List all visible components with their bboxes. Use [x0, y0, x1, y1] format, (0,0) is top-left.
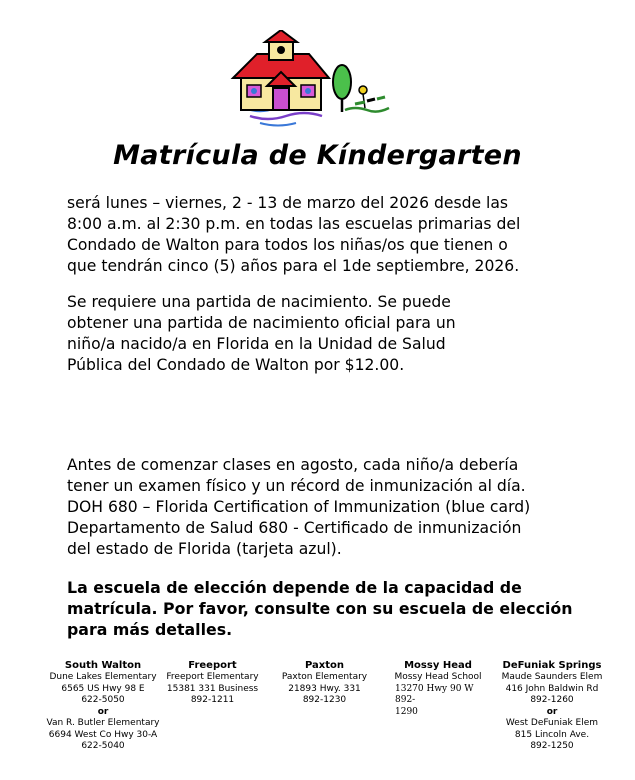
text-line: obtener una partida de nacimiento oficial para un: [67, 314, 456, 332]
immunization-paragraph: [67, 455, 577, 560]
page-title: Matrícula de Kíndergarten: [113, 140, 522, 171]
school-column-defuniak-springs: [497, 660, 607, 753]
school-name: Paxton Elementary: [281, 672, 368, 682]
school-column-south-walton: [38, 660, 168, 753]
school-name: Freeport Elementary: [166, 672, 259, 682]
school-phone: 892-1211: [190, 695, 235, 705]
text-line: Condado de Walton para todos los niñas/os que tienen o: [67, 236, 508, 254]
text-line: será lunes – viernes, 2 - 13 de marzo del 2026 desde las: [67, 194, 509, 212]
school-phone: 892-1250: [530, 741, 574, 751]
school-directory: [0, 660, 635, 780]
school-address: 21893 Hwy. 331: [288, 683, 361, 694]
text-line: La escuela de elección depende de la capacidad de: [67, 578, 522, 597]
text-line: Se requiere una partida de nacimiento. Se puede: [67, 293, 451, 311]
school-name: Maude Saunders Elem: [501, 672, 603, 682]
text-line: Antes de comenzar clases en agosto, cada niño/a debería: [67, 456, 519, 474]
birth-certificate-paragraph: [67, 292, 577, 376]
school-address: 15381 331 Business: [166, 683, 259, 694]
text-line: del estado de Florida (tarjeta azul).: [67, 540, 342, 558]
school-column-freeport: [160, 660, 265, 707]
school-address: 6694 West Co Hwy 30-A: [48, 729, 158, 740]
region-name: Mossy Head: [404, 660, 472, 671]
text-line: matrícula. Por favor, consulte con su escuela de elección: [67, 599, 573, 618]
school-column-paxton: [272, 660, 377, 707]
school-name: Dune Lakes Elementary: [49, 672, 157, 682]
text-line: que tendrán cinco (5) años para el 1de septiembre, 2026.: [67, 257, 520, 275]
region-name: DeFuniak Springs: [502, 660, 602, 671]
region-name: South Walton: [64, 660, 142, 671]
text-line: Departamento de Salud 680 - Certificado de inmunización: [67, 519, 522, 537]
school-phone: 892-1230: [302, 695, 347, 705]
or-label: or: [546, 706, 558, 717]
school-address: 13270 Hwy 90 W 892-: [395, 683, 474, 705]
text-line: Pública del Condado de Walton por $12.00.: [67, 356, 405, 374]
school-phone: 1290: [395, 706, 418, 717]
or-label: or: [97, 706, 109, 717]
text-line: tener un examen físico y un récord de inmunización al día.: [67, 477, 526, 495]
school-phone: 892-1260: [530, 695, 574, 705]
region-name: Paxton: [304, 660, 345, 671]
text-line: 8:00 a.m. al 2:30 p.m. en todas las escuelas primarias del: [67, 215, 521, 233]
school-column-mossy-head: [383, 660, 493, 718]
text-line: DOH 680 – Florida Certification of Immunization (blue card): [67, 498, 531, 516]
school-phone: 622-5050: [81, 695, 125, 705]
region-name: Freeport: [188, 660, 237, 671]
school-name: Van R. Butler Elementary: [46, 718, 160, 728]
school-name: West DeFuniak Elem: [505, 718, 599, 728]
school-address: 815 Lincoln Ave.: [514, 729, 590, 740]
school-address: 6565 US Hwy 98 E: [61, 683, 145, 694]
school-address: 416 John Baldwin Rd: [505, 683, 599, 694]
school-phone: 622-5040: [81, 741, 125, 751]
text-line: niño/a nacido/a en Florida en la Unidad de Salud: [67, 335, 446, 353]
schoolhouse-icon: [205, 30, 400, 130]
school-name: Mossy Head School: [394, 672, 482, 682]
registration-dates-paragraph: [67, 193, 577, 277]
text-line: para más detalles.: [67, 620, 233, 639]
school-choice-paragraph: [67, 577, 577, 640]
